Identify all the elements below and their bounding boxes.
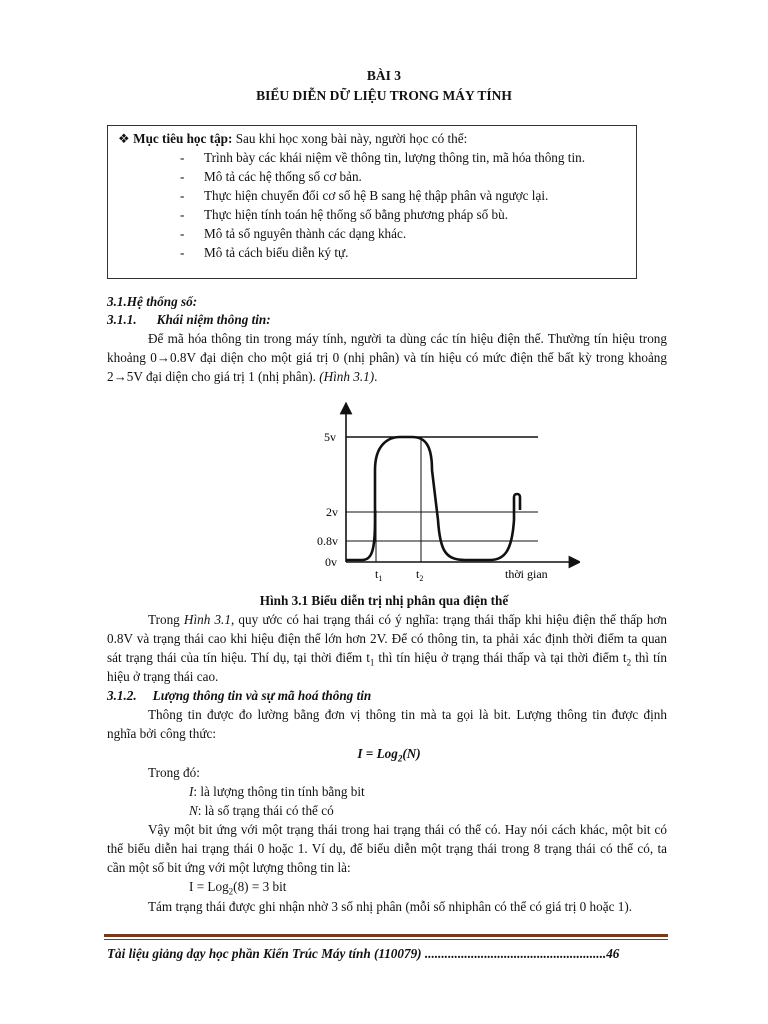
objective-item	[180, 225, 406, 243]
objective-text: Mô tả số nguyên thành các dạng khác.	[204, 226, 407, 241]
paragraph-line: Trong Hình 3.1, quy ước có hai trạng thái có ý nghĩa: trạng thái thấp khi hiệu điện thế thấp hơn	[148, 612, 667, 627]
objective-text: Thực hiện tính toán hệ thống số bằng phương pháp số bù.	[204, 207, 509, 222]
subsection-heading	[107, 687, 667, 705]
objectives-intro: Sau khi học xong bài này, người học có thể:	[232, 131, 468, 146]
objective-item	[180, 187, 548, 205]
label-time: thời gian	[505, 567, 548, 581]
label-5v: 5v	[324, 430, 336, 444]
figure-reference: (Hình 3.1)	[319, 369, 375, 384]
objectives-heading: Mục tiêu học tập:	[133, 131, 233, 146]
label-2v: 2v	[326, 505, 338, 519]
variable-i: I	[189, 784, 194, 799]
objective-text: Mô tả cách biểu diễn ký tự.	[204, 245, 349, 260]
paragraph-line: Trong đó:	[148, 765, 200, 780]
objective-text: Thực hiện chuyển đổi cơ số hệ B sang hệ thập phân và ngược lại.	[204, 188, 549, 203]
objective-item	[180, 168, 362, 186]
subsection-number: 3.1.2.	[107, 688, 137, 703]
paragraph-line: 0.8V và trạng thái cao khi hiệu điện thế lớn hơn 2V. Để có thông tin, ta phải xác định thời điểm ta quan	[107, 631, 667, 646]
dash-bullet: -	[180, 245, 185, 260]
dash-bullet: -	[180, 188, 185, 203]
subsection-heading	[107, 311, 667, 329]
definition-line: N: là số trạng thái có thể có	[189, 803, 334, 818]
label-t2: $t_2$	[416, 567, 424, 583]
signal-waveform	[346, 437, 520, 560]
paragraph-line: khoảng 0→0.8V đại diện cho một giá trị 0 (nhị phân) và tín hiệu có mức điện thế bất kỳ trong khoảng	[107, 350, 667, 365]
paragraph-line: Thông tin được đo lường bằng đơn vị thông tin mà ta gọi là bit. Lượng thông tin được định	[148, 707, 667, 722]
subsection-number: 3.1.1.	[107, 312, 137, 327]
footer-rule-thin	[104, 939, 668, 940]
page-number: 46	[606, 946, 620, 961]
paragraph-text: 2→5V đại diện cho giá trị 1 (nhị phân).	[107, 369, 316, 384]
subsection-title: Khái niệm thông tin:	[156, 312, 271, 327]
dash-bullet: -	[180, 226, 185, 241]
paragraph-line: Tám trạng thái được ghi nhận nhờ 3 số nhị phân (mỗi số nhiphân có thể có giá trị 0 hoặc 1).	[148, 899, 633, 914]
paragraph-line: hiệu ở trạng thái cao.	[107, 669, 219, 684]
dash-bullet: -	[180, 150, 185, 165]
dash-bullet: -	[180, 207, 185, 222]
paragraph-line: Để mã hóa thông tin trong máy tính, người ta dùng các tín hiệu điện thế. Thường tín hiệu trong	[148, 331, 667, 346]
figure-reference: Hình 3.1	[183, 612, 231, 627]
objective-item	[180, 244, 348, 262]
paragraph-line: nghĩa bởi công thức:	[107, 726, 216, 741]
lesson-number: BÀI 3	[366, 68, 402, 83]
paragraph-line: thể biểu diễn hai trạng thái 0 hoặc 1. Ví dụ, để biểu diễn một trạng thái trong 8 trạng thái có thể có, ta	[107, 841, 667, 856]
footer-rule	[104, 934, 668, 937]
footer-text: Tài liệu giảng dạy học phần Kiến Trúc Máy tính (110079) .......................................................	[107, 946, 607, 961]
formula: I = Log$_2$(N)	[357, 746, 421, 764]
paragraph-text: .	[374, 369, 378, 384]
label-08v: 0.8v	[317, 534, 338, 548]
objective-text: Trình bày các khái niệm về thông tin, lượng thông tin, mã hóa thông tin.	[204, 150, 586, 165]
objectives-header	[118, 130, 467, 148]
paragraph-line: sát trạng thái của tín hiệu. Thí dụ, tại thời điểm $t_1$ thì tín hiệu ở trạng thái thấp và tại thời điểm $t_2$ thì tín	[107, 650, 667, 668]
footer	[107, 945, 667, 963]
paragraph-line	[107, 368, 667, 386]
diamond-bullet-icon: ❖	[118, 131, 130, 146]
paragraph-line: cần một số bit ứng với một lượng thông tin là:	[107, 860, 351, 875]
example-formula: I = Log$_2$(8) = 3 bit	[189, 879, 287, 897]
paragraph-line: Vậy một bit ứng với một trạng thái trong hai trạng thái có thể có. Hay nói cách khác, một bit có	[148, 822, 667, 837]
objective-item	[180, 149, 585, 167]
objective-item	[180, 206, 508, 224]
objectives-box	[107, 125, 637, 279]
lesson-title: BIỂU DIỄN DỮ LIỆU TRONG MÁY TÍNH	[256, 88, 512, 103]
figure-caption: Hình 3.1 Biểu diễn trị nhị phân qua điện thế	[259, 593, 509, 608]
label-t1: $t_1$	[375, 567, 383, 583]
section-heading: 3.1.Hệ thống số:	[107, 294, 198, 309]
objective-text: Mô tả các hệ thống số cơ bản.	[204, 169, 362, 184]
definition-line: I: là lượng thông tin tính bằng bit	[189, 784, 365, 799]
variable-n: N	[189, 803, 198, 818]
dash-bullet: -	[180, 169, 185, 184]
label-0v: 0v	[325, 555, 337, 569]
subsection-title: Lượng thông tin và sự mã hoá thông tin	[152, 688, 372, 703]
voltage-figure	[300, 400, 580, 590]
